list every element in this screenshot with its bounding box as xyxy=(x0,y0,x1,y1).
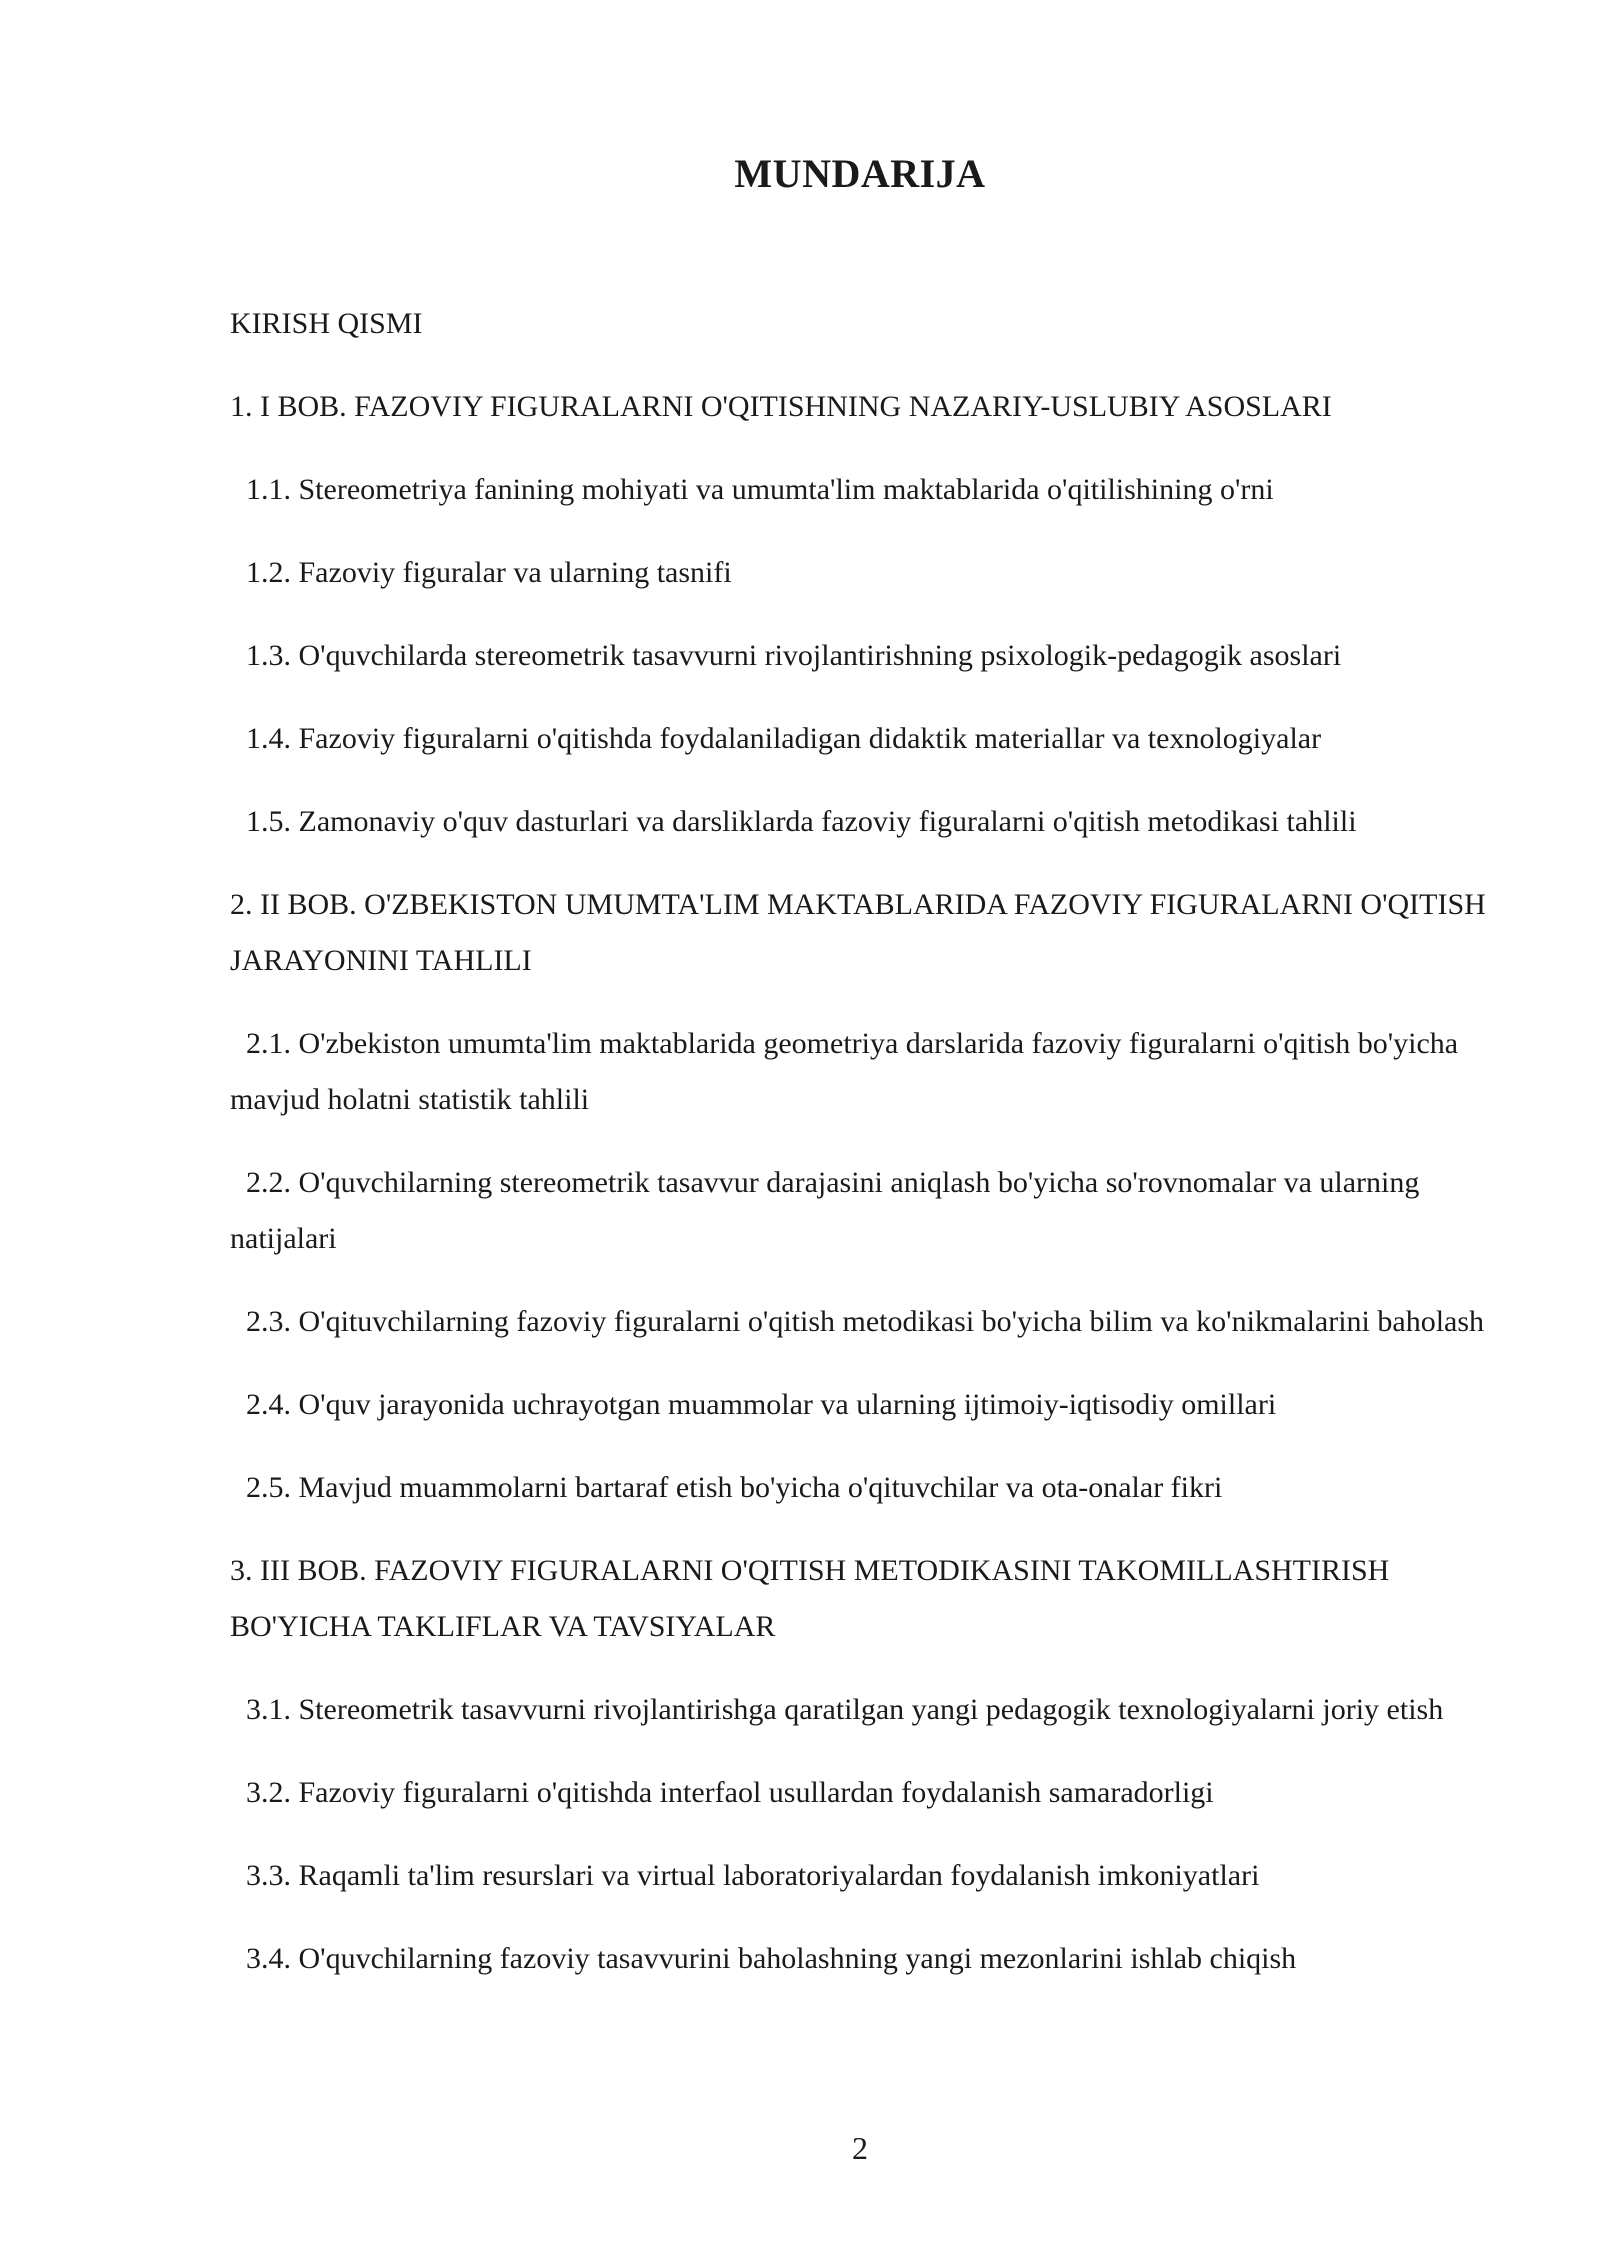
toc-section-3-4: 3.4. O'quvchilarning fazoviy tasavvurini baholashning yangi mezonlarini ishlab chiqish xyxy=(246,1942,1297,1975)
toc-section-2-2: 2.2. O'quvchilarning stereometrik tasavvur darajasini aniqlash bo'yicha so'rovnomalar va ularning natijalari xyxy=(230,1166,1420,1255)
page-title: MUNDARIJA xyxy=(734,151,986,196)
page-number: 2 xyxy=(852,2130,868,2166)
toc-section-2-1: 2.1. O'zbekiston umumta'lim maktablarida geometriya darslarida fazoviy figuralarni o'qitish bo'yicha mavjud holatni statistik tahlili xyxy=(230,1027,1459,1116)
toc-chapter-2: 2. II BOB. O'ZBEKISTON UMUMTA'LIM MAKTABLARIDA FAZOVIY FIGURALARNI O'QITISH JARAYONINI TAHLILI xyxy=(230,888,1486,977)
toc-section-2-4: 2.4. O'quv jarayonida uchrayotgan muammolar va ularning ijtimoiy-iqtisodiy omillari xyxy=(246,1388,1277,1421)
toc-section-3-2: 3.2. Fazoviy figuralarni o'qitishda interfaol usullardan foydalanish samaradorligi xyxy=(246,1776,1214,1809)
toc-section-1-1: 1.1. Stereometriya fanining mohiyati va umumta'lim maktablarida o'qitilishining o'rni xyxy=(246,473,1274,506)
toc-section-3-3: 3.3. Raqamli ta'lim resurslari va virtual laboratoriyalardan foydalanish imkoniyatlari xyxy=(246,1859,1260,1892)
toc-chapter-3: 3. III BOB. FAZOVIY FIGURALARNI O'QITISH METODIKASINI TAKOMILLASHTIRISH BO'YICHA TAKLIFLAR VA TAVSIYALAR xyxy=(230,1554,1390,1643)
toc-section-3-1: 3.1. Stereometrik tasavvurni rivojlantirishga qaratilgan yangi pedagogik texnologiyalarni joriy etish xyxy=(246,1693,1444,1726)
toc-section-1-4: 1.4. Fazoviy figuralarni o'qitishda foydalaniladigan didaktik materiallar va texnologiyalar xyxy=(246,722,1322,755)
toc-entry-intro: KIRISH QISMI xyxy=(230,307,423,340)
table-of-contents xyxy=(230,296,1500,1987)
toc-section-2-5: 2.5. Mavjud muammolarni bartaraf etish bo'yicha o'qituvchilar va ota-onalar fikri xyxy=(246,1471,1223,1504)
toc-chapter-1: 1. I BOB. FAZOVIY FIGURALARNI O'QITISHNING NAZARIY-USLUBIY ASOSLARI xyxy=(230,390,1332,423)
toc-section-1-2: 1.2. Fazoviy figuralar va ularning tasnifi xyxy=(246,556,732,589)
toc-section-2-3: 2.3. O'qituvchilarning fazoviy figuralarni o'qitish metodikasi bo'yicha bilim va ko'nikmalarini baholash xyxy=(246,1305,1485,1338)
toc-section-1-5: 1.5. Zamonaviy o'quv dasturlari va darsliklarda fazoviy figuralarni o'qitish metodikasi tahlili xyxy=(246,805,1357,838)
toc-section-1-3: 1.3. O'quvchilarda stereometrik tasavvurni rivojlantirishning psixologik-pedagogik asoslari xyxy=(246,639,1342,672)
